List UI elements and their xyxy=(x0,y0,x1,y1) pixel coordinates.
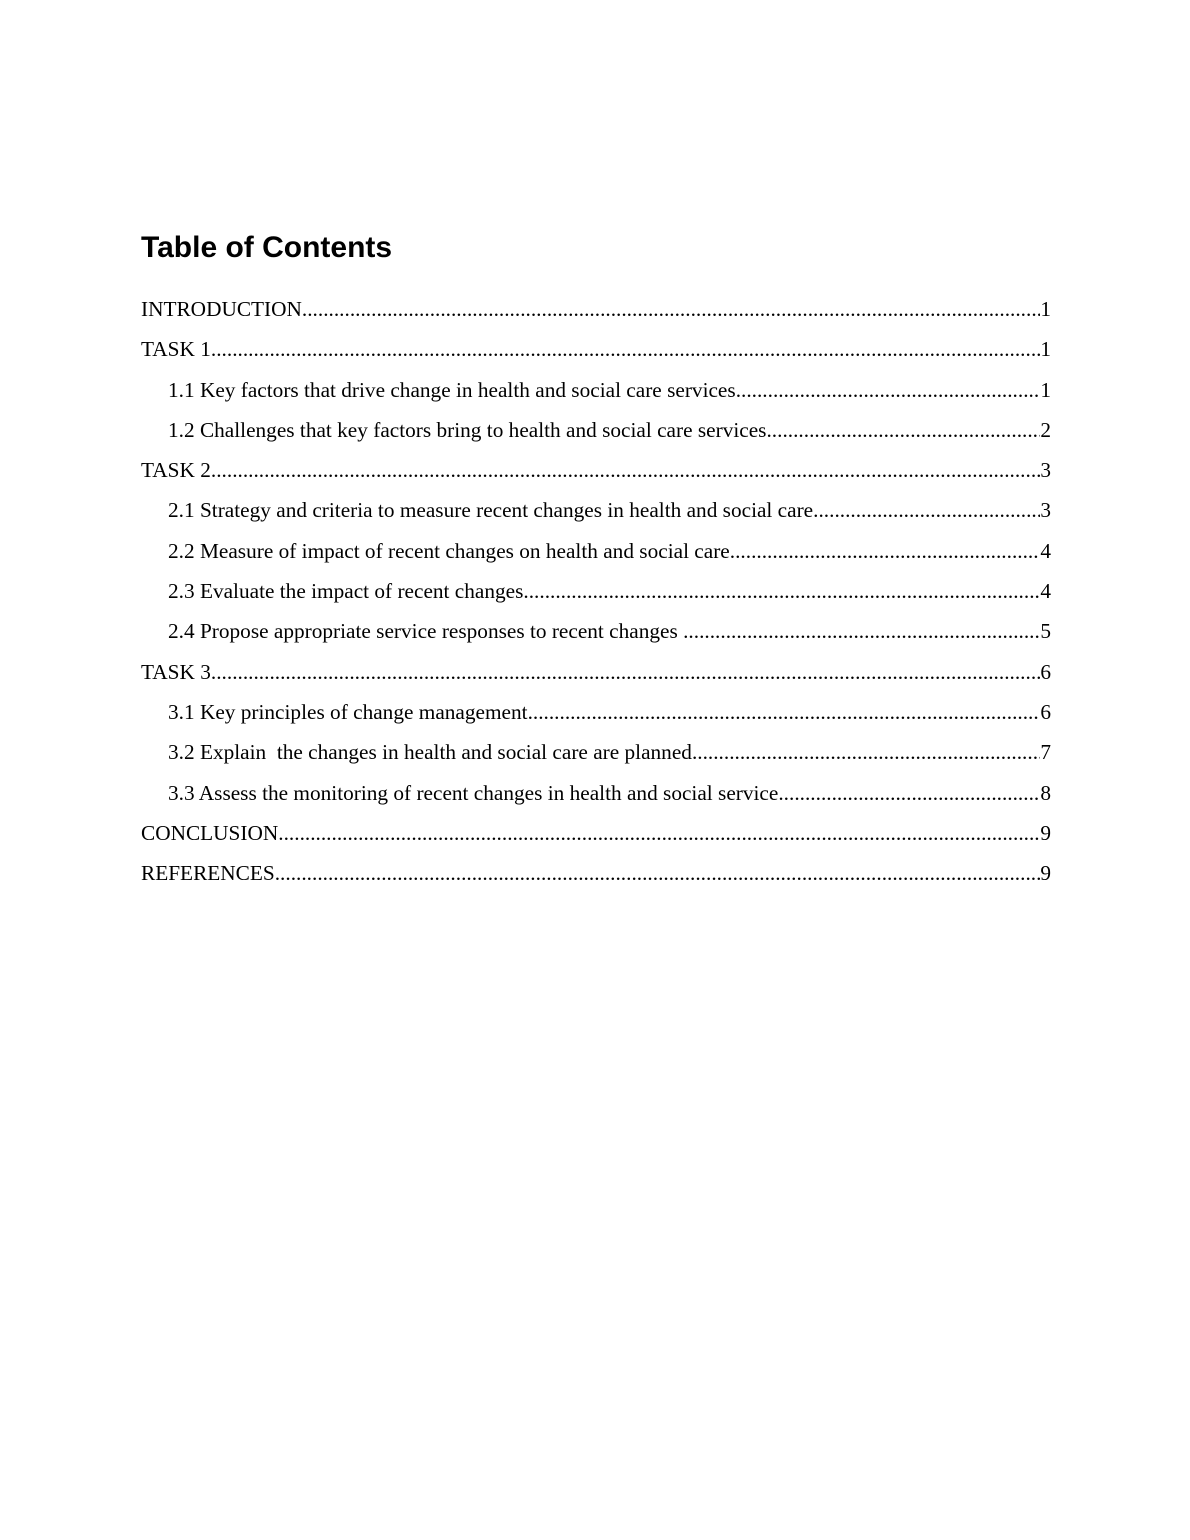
toc-dot-leader xyxy=(211,657,1040,687)
toc-dot-leader xyxy=(275,858,1041,888)
toc-entry-label: 3.1 Key principles of change management xyxy=(168,699,528,724)
toc-entry-page-number: 6 xyxy=(1040,659,1051,684)
toc-entry-label: 2.3 Evaluate the impact of recent changes xyxy=(168,579,524,604)
toc-entry-task-3[interactable] xyxy=(141,657,1051,697)
toc-entry-1-2[interactable] xyxy=(141,415,1051,455)
table-of-contents xyxy=(141,294,1051,898)
toc-entry-label: 1.2 Challenges that key factors bring to health and social care services xyxy=(168,417,767,442)
toc-dot-leader xyxy=(211,455,1040,485)
toc-entry-page-number: 1 xyxy=(1040,377,1051,402)
toc-entry-label: INTRODUCTION xyxy=(141,297,302,321)
toc-entry-label: 2.1 Strategy and criteria to measure recent changes in health and social care xyxy=(168,498,814,523)
toc-entry-references[interactable] xyxy=(141,858,1051,898)
toc-dot-leader xyxy=(683,616,1040,646)
toc-entry-label: CONCLUSION xyxy=(141,820,279,845)
toc-entry-page-number: 7 xyxy=(1040,740,1051,765)
toc-entry-task-2[interactable] xyxy=(141,455,1051,495)
toc-entry-2-1[interactable] xyxy=(141,495,1051,535)
toc-entry-1-1[interactable] xyxy=(141,375,1051,415)
toc-entry-page-number: 4 xyxy=(1040,538,1051,563)
toc-entry-page-number: 1 xyxy=(1040,337,1051,362)
toc-dot-leader xyxy=(211,334,1040,364)
toc-entry-conclusion[interactable] xyxy=(141,818,1051,858)
toc-entry-3-3[interactable] xyxy=(141,778,1051,818)
toc-dot-leader xyxy=(302,294,1040,324)
toc-entry-page-number: 5 xyxy=(1040,619,1051,644)
toc-entry-2-2[interactable] xyxy=(141,536,1051,576)
toc-entry-label: TASK 1 xyxy=(141,337,211,362)
toc-dot-leader xyxy=(528,697,1041,727)
toc-entry-label: TASK 2 xyxy=(141,458,211,483)
toc-dot-leader xyxy=(692,737,1040,767)
toc-entry-label: 3.3 Assess the monitoring of recent changes in health and social service xyxy=(168,780,779,805)
toc-entry-page-number: 1 xyxy=(1040,297,1051,321)
toc-entry-page-number: 9 xyxy=(1040,861,1051,886)
toc-entry-task-1[interactable] xyxy=(141,334,1051,374)
toc-entry-2-4[interactable] xyxy=(141,616,1051,656)
toc-entry-label: 2.4 Propose appropriate service responses to recent changes xyxy=(168,619,684,644)
toc-entry-3-1[interactable] xyxy=(141,697,1051,737)
toc-dot-leader xyxy=(523,576,1040,606)
toc-dot-leader xyxy=(813,495,1040,525)
toc-dot-leader xyxy=(278,818,1040,848)
toc-entry-page-number: 3 xyxy=(1040,458,1051,483)
toc-entry-2-3[interactable] xyxy=(141,576,1051,616)
toc-entry-3-2[interactable] xyxy=(141,737,1051,777)
toc-entry-label: 2.2 Measure of impact of recent changes on health and social care xyxy=(168,538,730,563)
toc-entry-introduction[interactable] xyxy=(141,294,1051,334)
toc-entry-page-number: 2 xyxy=(1040,417,1051,442)
toc-entry-label: 3.2 Explain the changes in health and social care are planned xyxy=(168,740,692,765)
toc-entry-page-number: 8 xyxy=(1040,780,1051,805)
toc-entry-page-number: 3 xyxy=(1040,498,1051,523)
toc-entry-page-number: 6 xyxy=(1040,699,1051,724)
toc-dot-leader xyxy=(736,375,1041,405)
toc-entry-page-number: 9 xyxy=(1040,820,1051,845)
toc-dot-leader xyxy=(766,415,1040,445)
toc-dot-leader xyxy=(778,778,1040,808)
toc-entry-page-number: 4 xyxy=(1040,579,1051,604)
toc-title: Table of Contents xyxy=(141,231,393,264)
toc-entry-label: REFERENCES xyxy=(141,861,275,886)
toc-dot-leader xyxy=(730,536,1041,566)
toc-entry-label: TASK 3 xyxy=(141,659,211,684)
toc-entry-label: 1.1 Key factors that drive change in health and social care services xyxy=(168,377,736,402)
